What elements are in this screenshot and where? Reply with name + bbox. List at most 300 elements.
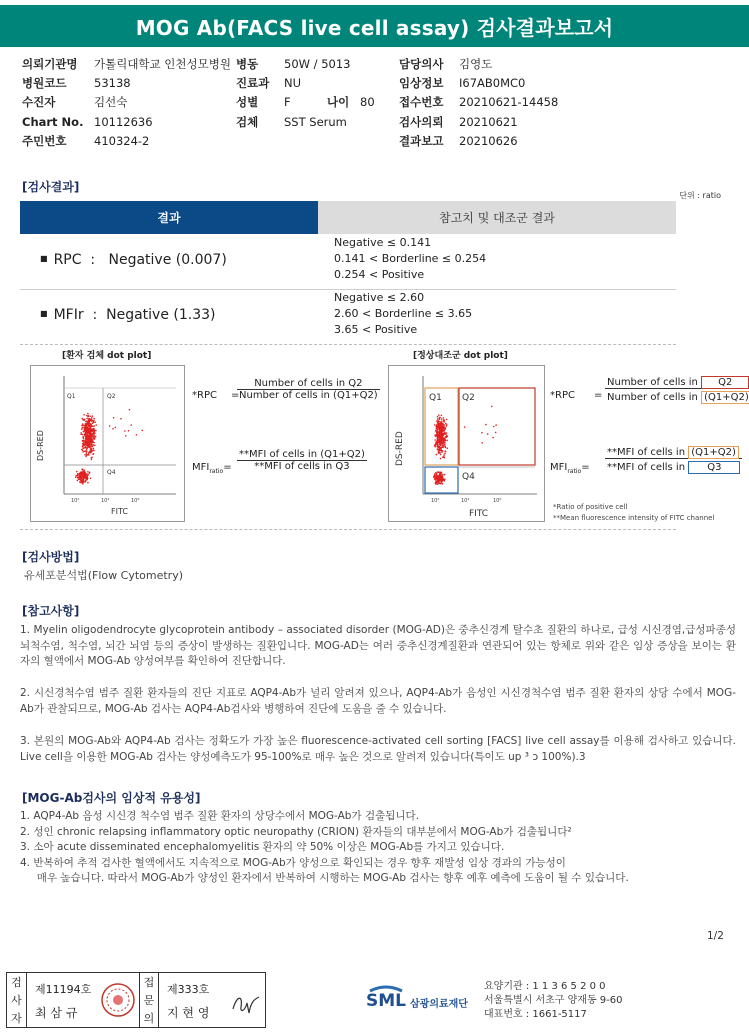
clinical-item: 3. 소아 acute disseminated encephalomyelitis 환자의 약 50% 이상은 MOG-Ab를 가지고 있습니다. [20, 841, 505, 853]
control-q4-label: Q4 [462, 472, 475, 482]
dot-mark [443, 454, 445, 456]
dot-mark [84, 471, 86, 473]
dot-mark [75, 476, 77, 478]
dot-mark [440, 458, 442, 460]
sex-value: F [284, 95, 291, 109]
clinical-value: I67AB0MC0 [459, 76, 526, 90]
ctrl-mfi-den-text: **MFI of cells in [607, 462, 686, 473]
dot-mark [129, 409, 131, 411]
dot-mark [77, 480, 79, 482]
dot-mark [434, 424, 436, 426]
dot-mark [435, 483, 437, 485]
ctrl-rpc-num-box: Q2 [701, 376, 749, 389]
dot-mark [87, 416, 89, 418]
section-method-title: [검사방법] [22, 550, 80, 564]
dot-mark [84, 473, 86, 475]
dot-mark [439, 482, 441, 484]
ctrl-rpc-fraction [605, 377, 749, 403]
dot-mark [92, 438, 94, 440]
report-value: 20210626 [459, 134, 518, 148]
dot-mark [94, 445, 96, 447]
dot-mark [94, 429, 96, 431]
institution-label: 의뢰기관명 [22, 57, 78, 71]
dot-mark [124, 430, 126, 432]
section-clinical-title: [MOG-Ab검사의 임상적 유용성] [22, 791, 201, 805]
dot-mark [436, 483, 438, 485]
dot-mark [444, 437, 446, 439]
age-value: 80 [360, 95, 375, 109]
dot-mark [91, 459, 93, 461]
institution-value: 가톨릭대학교 인천성모병원 [94, 57, 231, 71]
mfir-name: MFIr [53, 307, 84, 323]
receipt-value: 20210621-14458 [459, 95, 559, 109]
dot-mark [88, 432, 90, 434]
specimen-value: SST Serum [284, 115, 347, 129]
dot-mark [90, 437, 92, 439]
dot-mark [440, 477, 442, 479]
doctor-value: 김영도 [459, 57, 493, 71]
dot-mark [437, 421, 439, 423]
dot-mark [434, 475, 436, 477]
note-ratio: *Ratio of positive cell [553, 503, 628, 511]
dot-mark [82, 418, 84, 420]
control-q1-label: Q1 [429, 393, 442, 403]
method-text: 유세포분석법(Flow Cytometry) [24, 569, 184, 582]
mfi-formula-label [192, 462, 232, 475]
examiner-number: 제11194호 [35, 983, 92, 996]
dot-mark [436, 434, 438, 436]
header-reference: 참고치 및 대조군 결과 [318, 201, 676, 234]
examiner-name: 최 삼 규 [35, 1006, 78, 1020]
footer-line: 요양기관 : 1 1 3 6 5 2 0 0 [484, 981, 606, 992]
dot-mark [446, 440, 448, 442]
mfir-ref-line: Negative ≤ 2.60 [334, 291, 425, 304]
patient-y-axis-label: DS-RED [36, 430, 45, 461]
dot-mark [441, 444, 443, 446]
dot-mark [88, 418, 90, 420]
clinical-item: 2. 성인 chronic relapsing inflammatory optic neuropathy (CRION) 환자들의 대부분에서 MOG-Ab가 검출됩니다² [20, 825, 572, 838]
dot-mark [442, 456, 444, 458]
ctrl-mfi-label [550, 462, 590, 475]
dot-mark [78, 476, 80, 478]
dot-mark [136, 434, 138, 436]
dot-mark [440, 450, 442, 452]
dot-mark [437, 479, 439, 481]
dot-mark [90, 427, 92, 429]
unit-label: 단위 : ratio [679, 191, 721, 200]
dot-mark [89, 442, 91, 444]
dot-mark [437, 482, 439, 484]
dot-mark [444, 427, 446, 429]
dot-mark [87, 473, 89, 475]
dot-mark [88, 420, 90, 422]
dot-mark [89, 439, 91, 441]
dot-mark [81, 473, 83, 475]
dot-mark [444, 450, 446, 452]
chart-label: Chart No. [22, 115, 84, 129]
dot-mark [84, 454, 86, 456]
dot-mark [82, 470, 84, 472]
patient-q4-label: Q4 [107, 469, 116, 476]
dot-mark [85, 427, 87, 429]
ctrl-mfi-eq: = [581, 462, 590, 473]
dot-mark [91, 431, 93, 433]
dot-mark [437, 448, 439, 450]
dot-mark [440, 423, 442, 425]
dot-mark [81, 427, 83, 429]
dot-mark [78, 479, 80, 481]
dot-mark [86, 415, 88, 417]
dot-mark [115, 427, 117, 429]
dot-mark [84, 433, 86, 435]
clinical-item: 매우 높습니다. 따라서 MOG-Ab가 양성인 환자에서 반복하여 시행하는 MOG-Ab 검사는 향후 예후 예측에 도움이 될 수 있습니다. [20, 872, 629, 884]
dot-mark [83, 431, 85, 433]
dot-mark [440, 454, 442, 456]
rpc-reference [334, 235, 486, 283]
dot-mark [87, 428, 89, 430]
dot-mark [83, 445, 85, 447]
dot-mark [442, 478, 444, 480]
dot-mark [89, 431, 91, 433]
dot-mark [446, 432, 448, 434]
clinical-label: 임상정보 [399, 76, 444, 90]
specialist-number: 제333호 [167, 983, 210, 996]
plot-bottom-divider [20, 529, 676, 530]
dot-mark [86, 434, 88, 436]
dot-mark [92, 420, 94, 422]
rpc-numerator: Number of cells in Q2 [254, 378, 363, 389]
dot-mark [440, 447, 442, 449]
dot-mark [441, 479, 443, 481]
dot-mark [87, 454, 89, 456]
ctrl-mfi-den-box: Q3 [688, 461, 740, 474]
dot-mark [443, 421, 445, 423]
dot-mark [82, 434, 84, 436]
dot-mark [438, 427, 440, 429]
dot-mark [87, 482, 89, 484]
patient-plot-svg [31, 366, 184, 521]
page-number: 1/2 [707, 930, 724, 942]
clinical-item: 1. AQP4-Ab 음성 시신경 척수염 범주 질환 환자의 상당수에서 MOG-Ab가 검출됩니다. [20, 810, 419, 822]
dot-mark [90, 420, 92, 422]
ctrl-mfi-denominator [605, 458, 742, 473]
specialist-col-label [139, 973, 159, 1027]
mfi-denominator: **MFI of cells in Q3 [237, 460, 367, 472]
dot-mark [439, 439, 441, 441]
dot-mark [82, 475, 84, 477]
examiner-col-label [7, 973, 27, 1027]
request-label: 검사의뢰 [399, 115, 444, 129]
patient-dot-plot [30, 365, 185, 522]
dot-mark [439, 428, 441, 430]
dept-value: NU [284, 76, 302, 90]
result-row-rpc [20, 234, 676, 289]
rpc-eq: = [231, 390, 240, 401]
dot-mark [128, 430, 130, 432]
dot-mark [439, 452, 441, 454]
ctrl-rpc-denominator [605, 388, 749, 403]
rpc-formula-label: *RPC [192, 390, 217, 401]
dot-mark [93, 448, 95, 450]
dot-mark [81, 428, 83, 430]
dot-mark [492, 437, 494, 439]
dot-mark [495, 424, 497, 426]
control-plot-caption: [정상대조군 dot plot] [413, 351, 508, 361]
note-2: 2. 시신경척수염 범주 질환 환자들의 진단 지표로 AQP4-Ab가 널리 알려져 있으나, AQP4-Ab가 음성인 시신경척수염 범주 질환 환자의 상당 수에서 MOG-Ab가 관찰되므로, MOG-Ab 검사는 AQP4-Ab검사와 병행하여 진단에 도움을 줄 수 있습니다. [20, 687, 736, 715]
ctrl-mfi-num-box: (Q1+Q2) [688, 446, 739, 459]
request-value: 20210621 [459, 115, 518, 129]
dot-mark [81, 449, 83, 451]
dot-mark [86, 453, 88, 455]
control-tick: 10⁶ [493, 498, 502, 504]
dot-mark [91, 451, 93, 453]
dot-mark [86, 442, 88, 444]
dot-mark [438, 414, 440, 416]
clinical-item: 4. 반복하여 추적 검사한 혈액에서도 지속적으로 MOG-Ab가 양성으로 확인되는 경우 향후 재발성 임상 경과의 가능성이 [20, 856, 566, 869]
dot-mark [442, 431, 444, 433]
mfir-reference [334, 290, 472, 338]
dot-mark [89, 425, 91, 427]
dot-mark [437, 432, 439, 434]
mfi-eq: = [223, 462, 232, 473]
dot-mark [437, 418, 439, 420]
dot-mark [464, 426, 466, 428]
dot-mark [90, 478, 92, 480]
dot-mark [81, 469, 83, 471]
dot-mark [436, 423, 438, 425]
footer-line: 서울특별시 서초구 양재동 9-60 [484, 995, 623, 1006]
dot-mark [83, 480, 85, 482]
dept-label: 진료과 [236, 76, 270, 90]
patient-x-axis-label: FITC [111, 507, 128, 516]
ctrl-mfi-fraction [605, 447, 742, 473]
control-y-axis-label: DS-RED [395, 431, 405, 466]
dot-mark [91, 446, 93, 448]
dot-mark [438, 425, 440, 427]
dot-mark [434, 434, 436, 436]
ctrl-rpc-den-box: (Q1+Q2) [701, 391, 749, 404]
dot-mark [440, 432, 442, 434]
dot-mark [444, 474, 446, 476]
dot-mark [441, 442, 443, 444]
dot-mark [87, 413, 89, 415]
result-table [20, 201, 676, 344]
ctrl-rpc-den-text: Number of cells in [607, 392, 698, 403]
dot-mark [93, 420, 95, 422]
dot-mark [445, 423, 447, 425]
dot-mark [439, 431, 441, 433]
dot-mark [92, 415, 94, 417]
patient-q1-label: Q1 [67, 393, 76, 400]
rpc-name: RPC [53, 252, 82, 268]
dot-mark [109, 425, 111, 427]
dot-mark [91, 443, 93, 445]
ward-value: 50W / 5013 [284, 57, 351, 71]
dot-mark [434, 444, 436, 446]
dot-mark [443, 433, 445, 435]
dot-mark [436, 425, 438, 427]
note-1: 1. Myelin oligodendrocyte glycoprotein antibody – associated disorder (MOG-AD)은 중추신경계 탈수초 질환의 하나로, 급성 시신경염,급성파종성 뇌척수염, 척수염, 뇌간 뇌염 등의 증상이 발생하는 질환입니다. MOG-AD는 여러 중추신경계질환과 연관되어 있는 항체로 위와 같은 임상 증상을 보이는 환자의 혈액에서 MOG-Ab 양성여부를 확인하여 진단합니다. [20, 624, 736, 667]
dot-mark [438, 476, 440, 478]
dot-mark [493, 426, 495, 428]
dot-mark [93, 435, 95, 437]
mfir-result [40, 307, 216, 323]
dot-mark [436, 427, 438, 429]
dot-mark [87, 475, 89, 477]
dot-mark [93, 433, 95, 435]
org-name: 삼광의료재단 [410, 999, 468, 1010]
logo-text: SML [366, 991, 406, 1011]
dot-mark [92, 423, 94, 425]
dot-mark [436, 476, 438, 478]
patient-q2-label: Q2 [107, 393, 116, 400]
rpc-ref-line: Negative ≤ 0.141 [334, 236, 432, 249]
dot-mark [443, 426, 445, 428]
dot-mark [440, 438, 442, 440]
section-result-title: [검사결과] [22, 180, 80, 194]
dot-mark [444, 480, 446, 482]
dot-mark [90, 433, 92, 435]
footer-line: 대표번호 : 1661-5117 [484, 1009, 587, 1020]
dot-mark [436, 444, 438, 446]
dot-mark [444, 457, 446, 459]
dot-mark [82, 423, 84, 425]
dot-mark [92, 437, 94, 439]
dot-mark [92, 453, 94, 455]
dot-mark [89, 416, 91, 418]
plot-top-divider [20, 344, 676, 345]
dot-mark [80, 477, 82, 479]
ctrl-mfi-num-text: **MFI of cells in [607, 447, 686, 458]
rrn-value: 410324-2 [94, 134, 150, 148]
dot-mark [441, 415, 443, 417]
result-row-mfir [20, 289, 676, 344]
dot-mark [444, 432, 446, 434]
section-notes-title: [참고사항] [22, 604, 80, 618]
col-char: 의 [143, 1012, 155, 1025]
ctrl-rpc-label: *RPC [550, 390, 575, 401]
dot-mark [445, 446, 447, 448]
dot-mark [440, 472, 442, 474]
rpc-ref-line: 0.254 < Positive [334, 268, 425, 281]
dot-mark [439, 479, 441, 481]
dot-mark [442, 447, 444, 449]
patient-tick: 10² [71, 498, 80, 504]
dot-mark [94, 438, 96, 440]
dot-mark [92, 440, 94, 442]
dot-mark [91, 417, 93, 419]
dot-mark [435, 441, 437, 443]
dot-mark [446, 436, 448, 438]
mfir-ref-line: 3.65 < Positive [334, 323, 418, 336]
dot-mark [86, 478, 88, 480]
dot-mark [86, 448, 88, 450]
ctrl-mfi-numerator [605, 447, 742, 458]
patient-plot-caption: [환자 검체 dot plot] [62, 351, 152, 361]
footer-address [484, 980, 623, 1022]
dot-mark [125, 435, 127, 437]
dot-mark [87, 421, 89, 423]
dot-mark [85, 446, 87, 448]
dot-mark [86, 430, 88, 432]
dot-mark [439, 423, 441, 425]
dot-mark [83, 414, 85, 416]
report-title: MOG Ab(FACS live cell assay) 검사결과보고서 [0, 5, 749, 47]
patient-tick: 10⁴ [101, 498, 110, 504]
dot-mark [83, 420, 85, 422]
dot-mark [85, 439, 87, 441]
dot-mark [434, 439, 436, 441]
mfi-sub: ratio [209, 468, 224, 475]
examinee-label: 수진자 [22, 95, 56, 109]
dot-mark [94, 431, 96, 433]
mfi-fraction [237, 449, 367, 472]
dot-mark [442, 483, 444, 485]
ward-label: 병동 [236, 57, 259, 71]
dot-mark [443, 417, 445, 419]
dot-mark [87, 471, 89, 473]
receipt-label: 접수번호 [399, 95, 444, 109]
dot-mark [90, 448, 92, 450]
dot-mark [446, 419, 448, 421]
dot-mark [446, 425, 448, 427]
rpc-result [40, 252, 227, 268]
col-char: 자 [11, 1012, 22, 1025]
bullet-icon: ■ [40, 309, 48, 318]
clinical-list [20, 809, 740, 887]
dot-mark [435, 472, 437, 474]
dot-mark [81, 481, 83, 483]
ctrl-rpc-numerator [605, 377, 749, 388]
dot-mark [93, 418, 95, 420]
dot-mark [76, 471, 78, 473]
dot-mark [438, 449, 440, 451]
dot-mark [439, 417, 441, 419]
note-3: 3. 본원의 MOG-Ab와 AQP4-Ab 검사는 정확도가 가장 높은 fluorescence-activated cell sorting [FACS] live cell assay를 이용해 검사하고 있습니다. Live cell을 이용한 MOG-Ab 검사는 양성예측도가 95-100%로 매우 높은 것으로 알려져 있습니다(특이도 up ³ ↄ 100%).3 [20, 735, 736, 763]
dot-mark [89, 472, 91, 474]
dot-mark [444, 479, 446, 481]
dot-mark [439, 443, 441, 445]
dot-mark [435, 479, 437, 481]
dot-mark [442, 442, 444, 444]
control-q2-label: Q2 [462, 393, 475, 403]
dot-mark [87, 439, 89, 441]
col-char: 문 [143, 994, 155, 1007]
dot-mark [438, 434, 440, 436]
rpc-denominator: Number of cells in (Q1+Q2) [239, 390, 378, 401]
chart-value: 10112636 [94, 115, 153, 129]
dot-mark [113, 417, 115, 419]
control-x-axis-label: FITC [469, 509, 489, 519]
bullet-icon: ■ [40, 254, 48, 263]
control-dot-plot [388, 365, 545, 522]
mfir-ref-line: 2.60 < Borderline ≤ 3.65 [334, 307, 473, 320]
dot-mark [485, 424, 487, 426]
doctor-label: 담당의사 [399, 57, 444, 71]
dot-mark [80, 480, 82, 482]
dot-mark [436, 454, 438, 456]
mfi-numerator: **MFI of cells in (Q1+Q2) [239, 449, 365, 460]
specimen-label: 검체 [236, 115, 259, 129]
row-divider [20, 289, 676, 290]
dot-mark [438, 446, 440, 448]
rrn-label: 주민번호 [22, 134, 67, 148]
dot-mark [437, 472, 439, 474]
dot-mark [86, 432, 88, 434]
hospital-code-label: 병원코드 [22, 76, 67, 90]
dot-mark [491, 406, 493, 408]
dot-mark [86, 473, 88, 475]
